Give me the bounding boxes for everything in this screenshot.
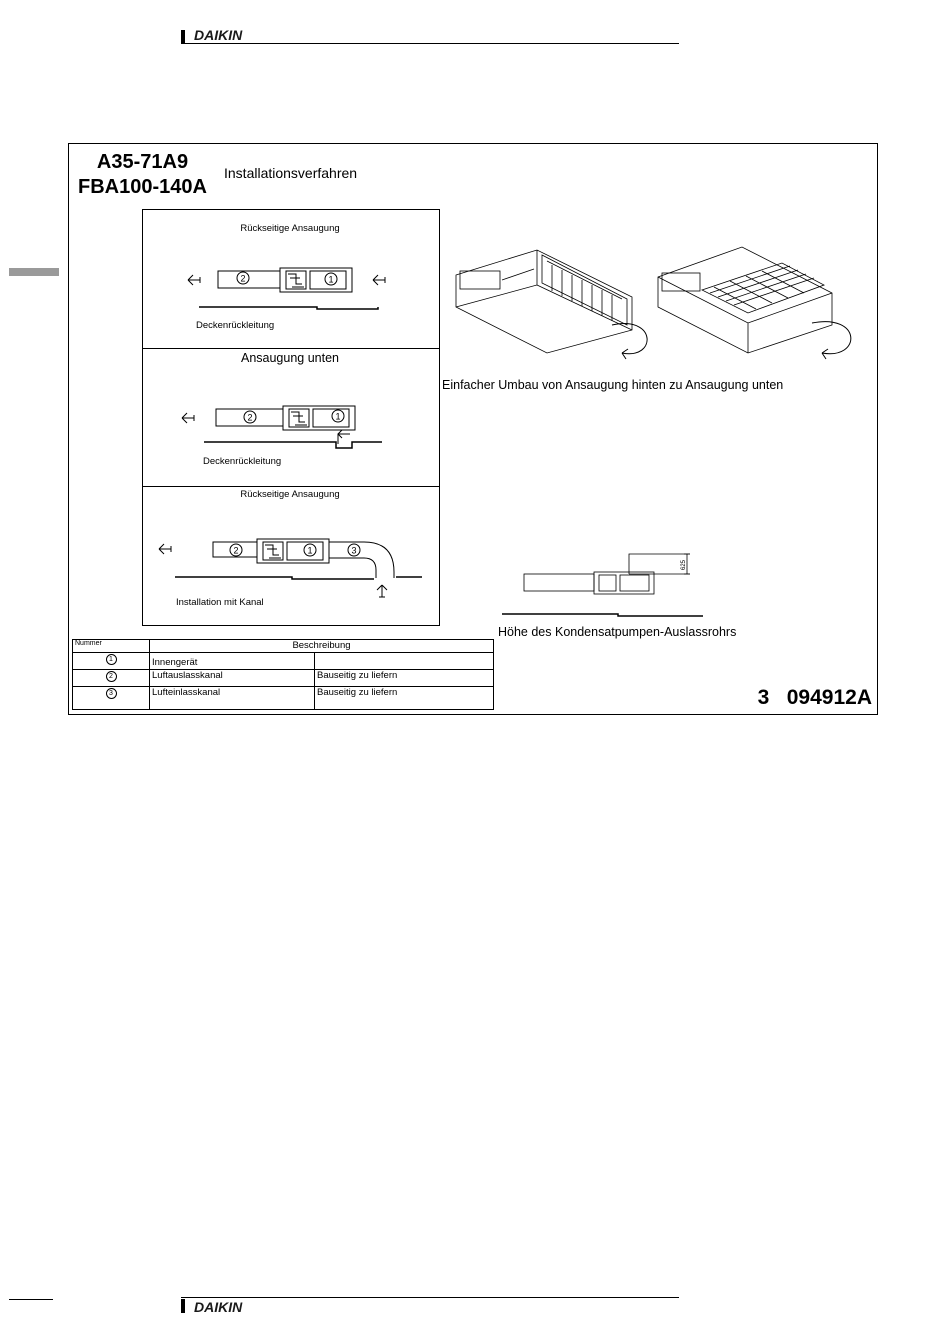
panel-divider-1 (142, 348, 439, 349)
chapter-tab (9, 268, 59, 276)
panel-divider-2 (142, 486, 439, 487)
panel2-caption: Ansaugung unten (240, 351, 339, 365)
footer-logo-text: DAIKIN (194, 1299, 243, 1315)
pump-dimension: 625 (681, 559, 687, 570)
legend-row-description: Innengerät (150, 653, 315, 670)
ceiling-line (204, 442, 382, 448)
legend-header-number: Nummer (73, 640, 150, 653)
legend-header-description: Beschreibung (150, 640, 494, 653)
footer-rule (181, 1297, 679, 1298)
legend-row (73, 670, 494, 687)
footer-bar-mark (181, 1299, 185, 1313)
marker-2: 2 (247, 412, 253, 423)
figure-title: Installationsverfahren (224, 165, 358, 181)
ceiling-line (175, 577, 422, 579)
model-1: A35-71A9 (96, 151, 189, 173)
legend-table (72, 639, 494, 710)
airflow-arrow-up-icon (377, 585, 387, 597)
unit-conversion-illustration (452, 235, 872, 365)
legend-row-note: Bauseitig zu liefern (315, 687, 494, 710)
intake-duct (329, 542, 394, 578)
airflow-arrow-left-icon (159, 544, 171, 554)
unit-bottom-intake (658, 247, 851, 359)
ceiling-line (199, 307, 378, 309)
legend-row-description: Lufteinlasskanal (150, 687, 315, 710)
conversion-caption: Einfacher Umbau von Ansaugung hinten zu Ansaugung unten (442, 378, 784, 392)
panel3-label: Installation mit Kanal (176, 597, 264, 608)
header-bar-mark (181, 30, 185, 44)
legend-marker-2: 2 (106, 671, 117, 682)
legend-row-number (73, 670, 150, 687)
panel1-caption: Rückseitige Ansaugung (240, 223, 340, 234)
unit-rear-intake (456, 250, 647, 359)
indoor-unit (280, 268, 352, 292)
document-number: 3 094912A (757, 686, 872, 709)
bottom-intake (338, 430, 350, 444)
panel3-caption: Rückseitige Ansaugung (240, 489, 340, 500)
pump-outlet-diagram (498, 548, 708, 623)
panel2-diagram (142, 400, 438, 460)
airflow-arrow-in-icon (373, 275, 385, 285)
marker-3: 3 (351, 545, 357, 556)
marker-1: 1 (328, 274, 334, 285)
panel1-diagram (142, 260, 438, 320)
model-2: FBA100-140A (78, 176, 207, 198)
header-rule (181, 43, 679, 44)
indoor-unit (594, 572, 654, 594)
footer-left-rule (9, 1299, 53, 1300)
legend-row (73, 687, 494, 710)
legend-row-description: Luftauslasskanal (150, 670, 315, 687)
legend-row-note: Bauseitig zu liefern (315, 670, 494, 687)
header-logo-text: DAIKIN (194, 27, 243, 43)
marker-1: 1 (335, 411, 341, 422)
airflow-arrow-left-icon (188, 275, 200, 285)
legend-row-number (73, 687, 150, 710)
airflow-arrow-left-icon (182, 413, 194, 423)
marker-2: 2 (233, 545, 239, 556)
pump-caption: Höhe des Kondensatpumpen-Auslassrohrs (498, 625, 737, 639)
legend-header-row (73, 640, 494, 653)
marker-2: 2 (240, 273, 246, 284)
panel2-label: Deckenrückleitung (203, 456, 282, 467)
legend-row (73, 653, 494, 670)
panel1-label: Deckenrückleitung (196, 320, 275, 331)
indoor-unit (283, 406, 355, 430)
ceiling-line (502, 614, 703, 616)
header-daikin-logo (194, 27, 242, 43)
indoor-unit (257, 539, 329, 563)
legend-row-note (315, 653, 494, 670)
model-numbers (70, 150, 215, 200)
legend-row-number (73, 653, 150, 670)
marker-1: 1 (307, 545, 313, 556)
footer-daikin-logo (194, 1299, 242, 1315)
legend-marker-1: 1 (106, 654, 117, 665)
legend-marker-3: 3 (106, 688, 117, 699)
duct-outlet (524, 574, 594, 591)
